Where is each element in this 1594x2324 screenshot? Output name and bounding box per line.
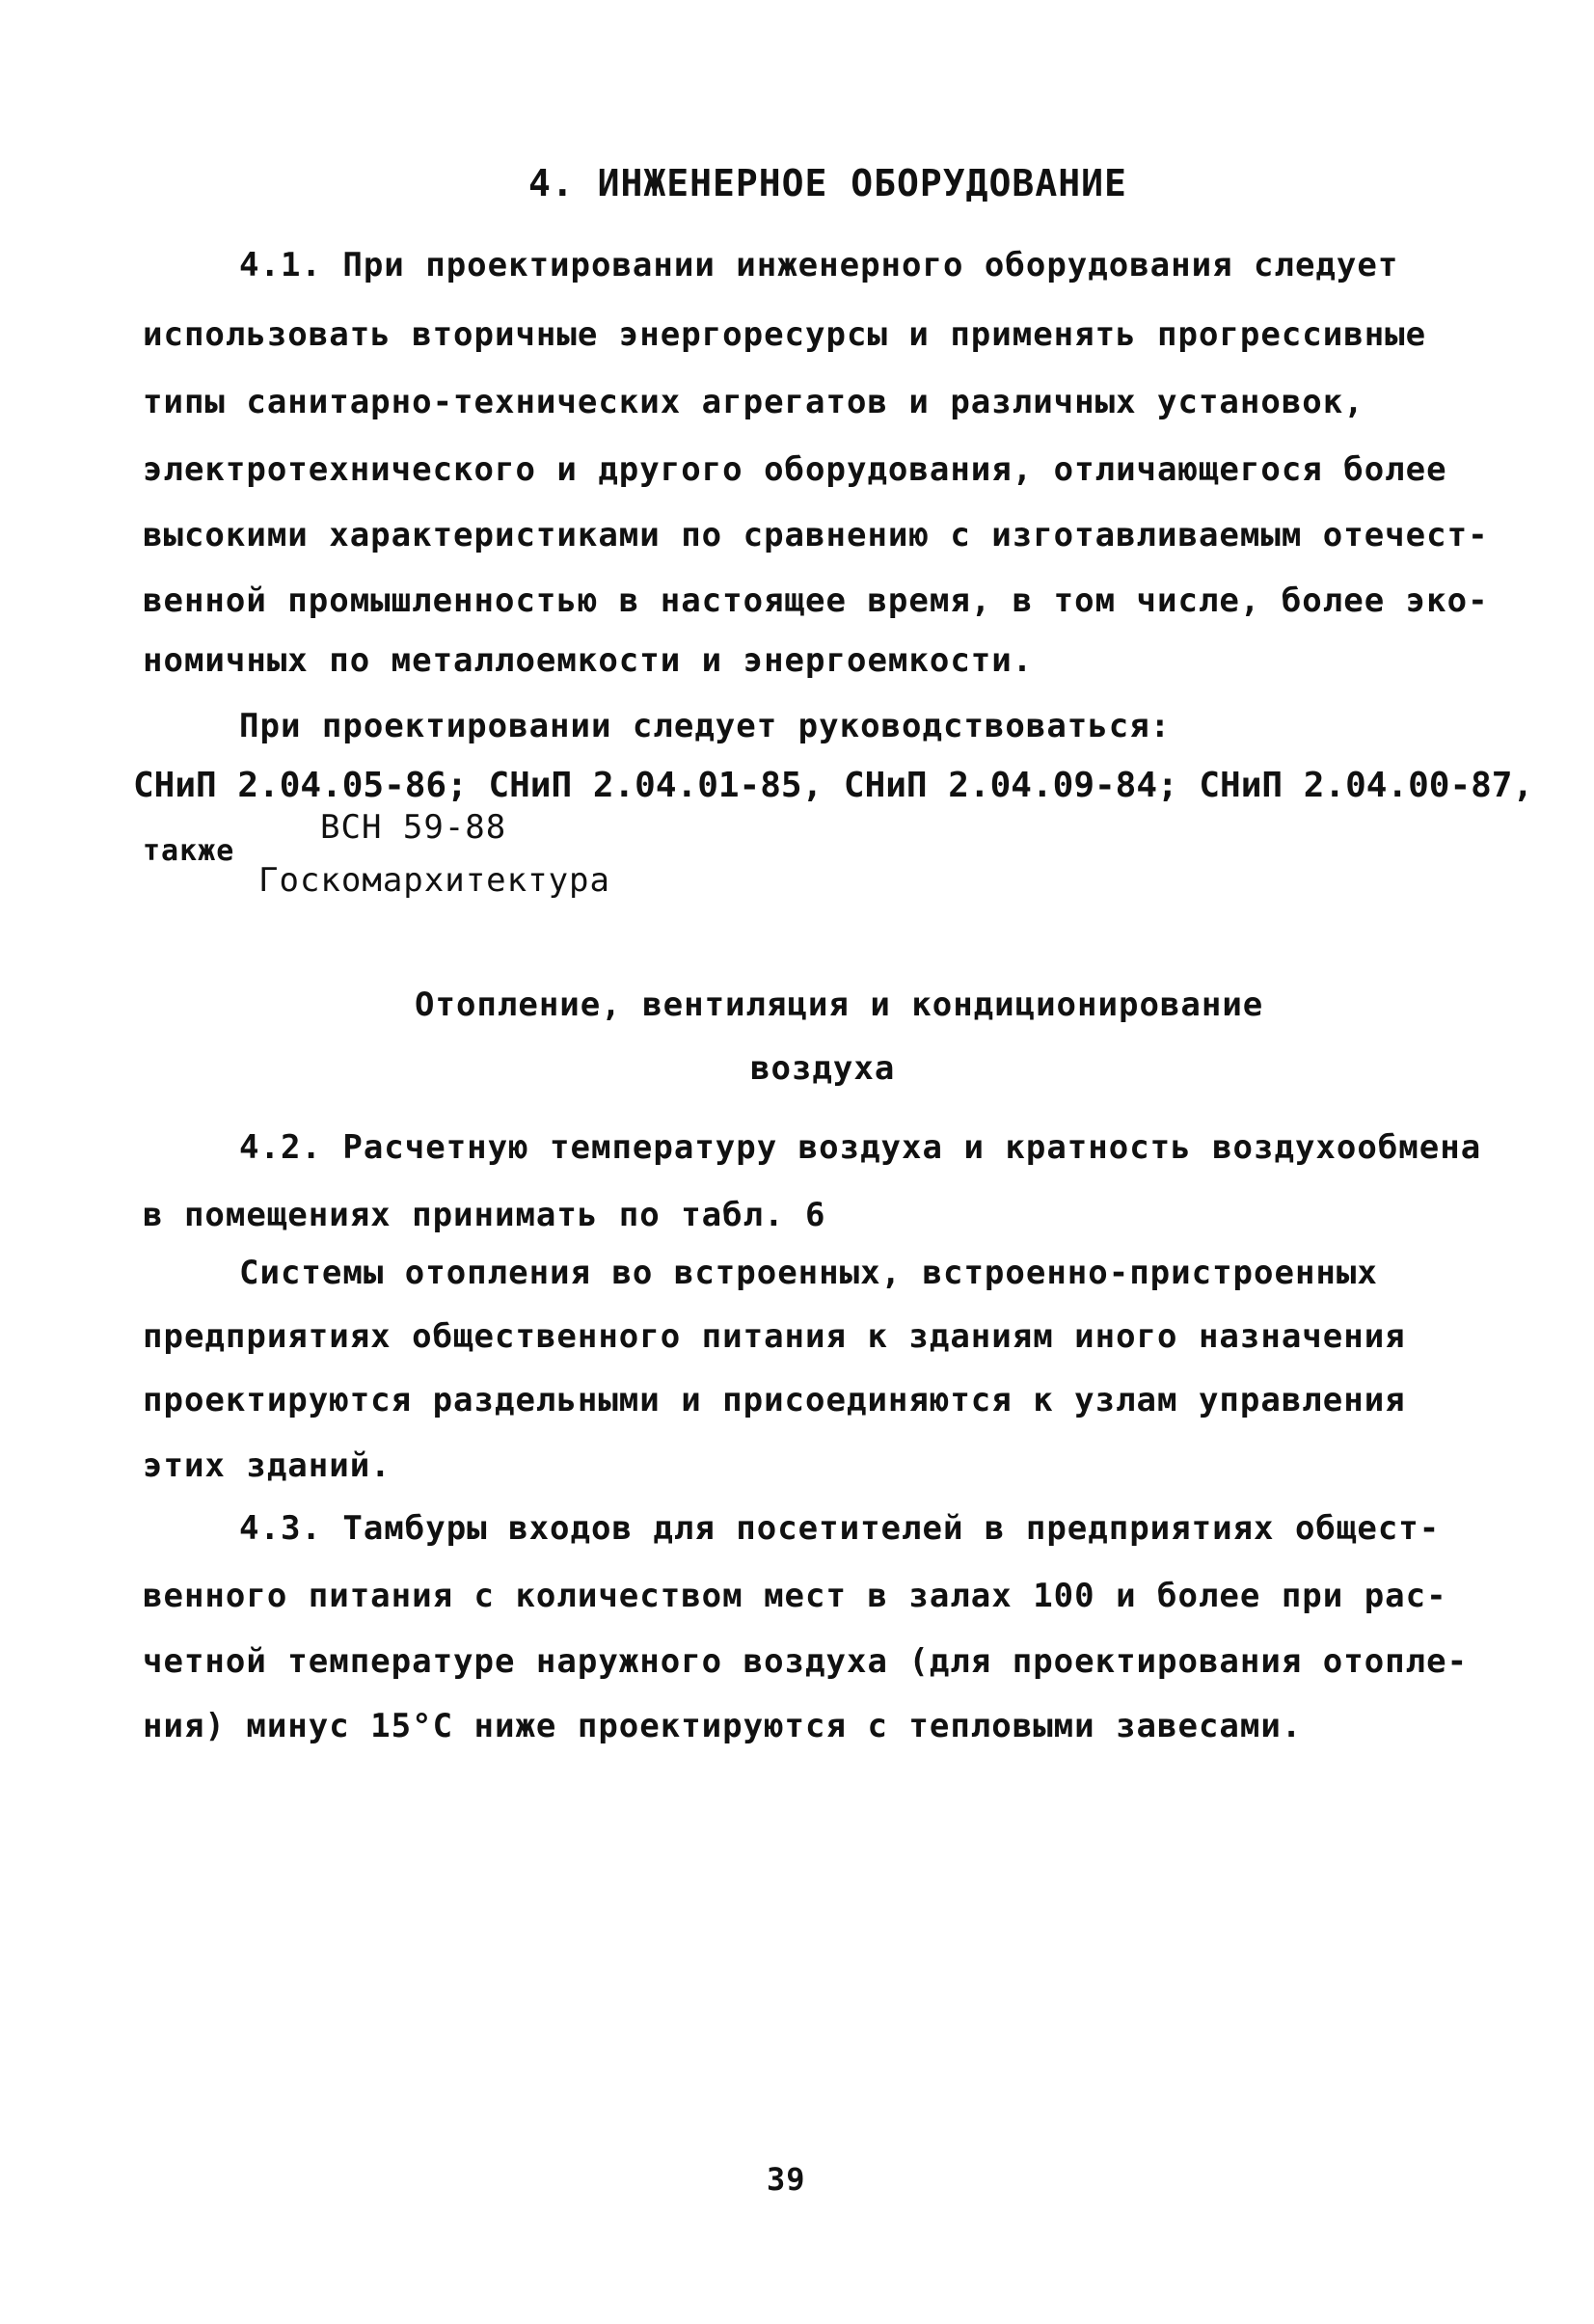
paragraph-4-1-line-7: номичных по металлоемкости и энергоемкости. <box>143 641 1034 680</box>
section-title: 4. ИНЖЕНЕРНОЕ ОБОРУДОВАНИЕ <box>528 162 1127 204</box>
paragraph-4-3-line-3: четной температуре наружного воздуха (для проектирования отопле- <box>143 1642 1469 1681</box>
goskomarkhitektura: Госкомархитектура <box>258 861 610 900</box>
paragraph-4-1-line-3: типы санитарно-технических агрегатов и различных установок, <box>143 383 1364 421</box>
also-label: также <box>143 834 235 868</box>
paragraph-4-2b-line-3: проектируются раздельными и присоединяются к узлам управления <box>143 1381 1406 1419</box>
vsn-reference: ВСН 59-88 <box>320 808 507 847</box>
subheading-line-2: воздуха <box>750 1049 896 1088</box>
paragraph-4-2b-line-4: этих зданий. <box>143 1446 392 1485</box>
paragraph-4-2b-line-1: Системы отопления во встроенных, встроенно-пристроенных <box>239 1254 1378 1292</box>
paragraph-4-1-line-4: электротехнического и другого оборудования, отличающегося более <box>143 450 1447 489</box>
paragraph-4-3-line-1: 4.3. Тамбуры входов для посетителей в предприятиях общест- <box>239 1509 1441 1548</box>
paragraph-4-2-line-2: в помещениях принимать по табл. 6 <box>143 1196 826 1234</box>
regulation-references: СНиП 2.04.05-86; СНиП 2.04.01-85, СНиП 2.04.09-84; СНиП 2.04.00-87, <box>133 766 1534 805</box>
paragraph-4-2-line-1: 4.2. Расчетную температуру воздуха и кратность воздухообмена <box>239 1128 1482 1167</box>
paragraph-4-1-line-1: 4.1. При проектировании инженерного оборудования следует <box>239 246 1399 284</box>
paragraph-4-2b-line-2: предприятиях общественного питания к зданиям иного назначения <box>143 1317 1406 1356</box>
paragraph-4-1-line-5: высокими характеристиками по сравнению с изготавливаемым отечест- <box>143 516 1489 554</box>
paragraph-4-1-line-2: использовать вторичные энергоресурсы и применять прогрессивные <box>143 315 1427 354</box>
guidance-intro: При проектировании следует руководствоваться: <box>239 707 1172 745</box>
paragraph-4-1-line-6: венной промышленностью в настоящее время, в том числе, более эко- <box>143 581 1489 620</box>
paragraph-4-3-line-4: ния) минус 15°С ниже проектируются с тепловыми завесами. <box>143 1707 1303 1745</box>
subheading-line-1: Отопление, вентиляция и кондиционирование <box>415 986 1264 1024</box>
page-number: 39 <box>767 2161 806 2198</box>
paragraph-4-3-line-2: венного питания с количеством мест в залах 100 и более при рас- <box>143 1577 1447 1615</box>
